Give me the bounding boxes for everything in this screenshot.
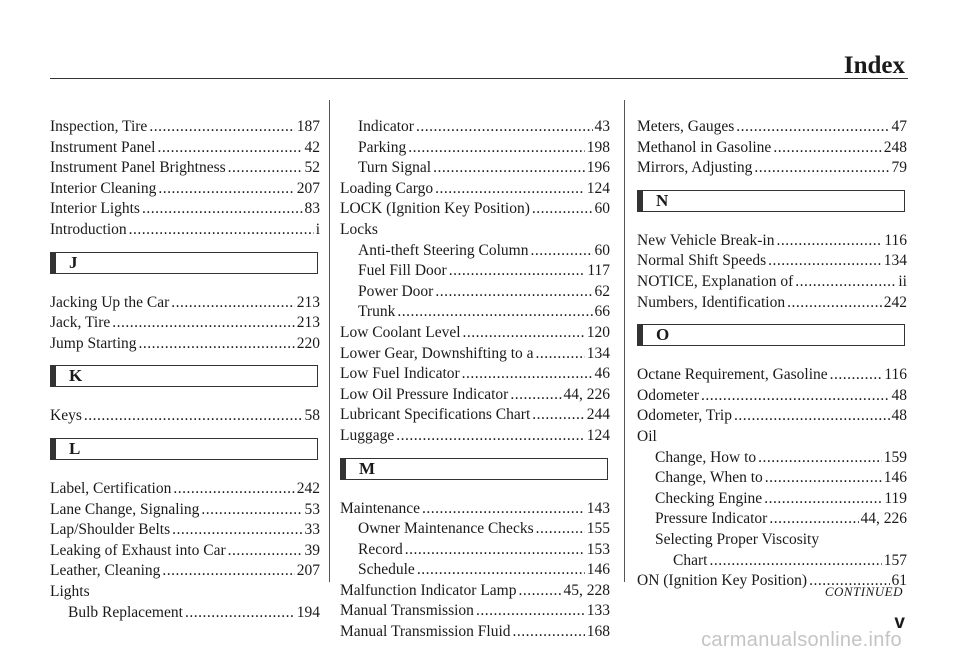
entry-label: Introduction xyxy=(50,220,127,238)
entry-label: Octane Requirement, Gasoline xyxy=(637,366,828,384)
entry-page: 117 xyxy=(587,262,610,280)
leader-dots xyxy=(463,323,585,344)
entry-label: Jacking Up the Car xyxy=(50,293,170,311)
leader-dots xyxy=(171,293,295,314)
entry-page: 116 xyxy=(884,231,907,249)
index-entry[interactable] xyxy=(50,541,320,562)
entry-label: Numbers, Identification xyxy=(637,293,786,311)
entry-label: Power Door xyxy=(358,282,434,300)
index-entry[interactable] xyxy=(637,468,907,489)
entry-page: 44, 226 xyxy=(563,385,610,403)
entry-page: 207 xyxy=(296,562,320,580)
leader-dots xyxy=(532,199,593,220)
entry-label: New Vehicle Break-in xyxy=(637,231,775,249)
entry-page: 83 xyxy=(304,200,320,218)
leader-dots xyxy=(228,541,303,562)
index-entry[interactable] xyxy=(50,500,320,521)
index-entry[interactable] xyxy=(637,251,907,272)
entry-page: 66 xyxy=(594,303,610,321)
index-entry[interactable] xyxy=(340,117,610,138)
entry-label: Jack, Tire xyxy=(50,314,111,332)
entry-page: 42 xyxy=(304,138,320,156)
index-entry[interactable] xyxy=(340,499,610,520)
index-entry[interactable] xyxy=(340,220,610,241)
entry-label: Interior Cleaning xyxy=(50,179,157,197)
entry-label: Lubricant Specifications Chart xyxy=(340,406,531,424)
entry-label: Odometer, Trip xyxy=(637,407,732,425)
entry-label: Normal Shift Speeds xyxy=(637,252,767,270)
leader-dots xyxy=(142,199,303,220)
index-entry[interactable] xyxy=(340,560,610,581)
entry-page: 52 xyxy=(304,159,320,177)
index-entry[interactable] xyxy=(637,489,907,510)
entry-label: Luggage xyxy=(340,426,395,444)
leader-dots xyxy=(422,499,585,520)
entry-label: Jump Starting xyxy=(50,334,137,352)
entry-page: 220 xyxy=(296,334,320,352)
leader-dots xyxy=(532,405,585,426)
index-entry[interactable] xyxy=(50,138,320,159)
index-entry[interactable] xyxy=(637,293,907,314)
entry-page: 198 xyxy=(586,138,610,156)
entry-page: 244 xyxy=(586,406,610,424)
leader-dots xyxy=(84,406,303,427)
entry-page: 53 xyxy=(304,500,320,518)
leader-dots xyxy=(701,386,890,407)
entry-label: Checking Engine xyxy=(655,489,763,507)
entry-label: Parking xyxy=(358,138,407,156)
entry-label: Change, How to xyxy=(655,448,757,466)
entry-label: Leaking of Exhaust into Car xyxy=(50,541,226,559)
entry-page: 146 xyxy=(586,561,610,579)
entry-page: 120 xyxy=(586,323,610,341)
entry-label: Instrument Panel Brightness xyxy=(50,159,226,177)
entry-page: 60 xyxy=(594,200,610,218)
index-entry[interactable] xyxy=(340,405,610,426)
index-entry[interactable] xyxy=(340,158,610,179)
section-letter-k: K xyxy=(50,365,318,387)
index-entry[interactable] xyxy=(50,406,320,427)
index-entry[interactable] xyxy=(50,199,320,220)
leader-dots xyxy=(139,334,295,355)
leader-dots xyxy=(768,251,882,272)
leader-dots xyxy=(408,138,585,159)
index-entry[interactable] xyxy=(50,117,320,138)
leader-dots xyxy=(709,551,881,572)
leader-dots xyxy=(201,500,302,521)
entry-label: Anti-theft Steering Column xyxy=(358,241,529,259)
entry-label: Maintenance xyxy=(340,499,421,517)
entry-page: 60 xyxy=(594,241,610,259)
entry-page: 33 xyxy=(304,521,320,539)
entry-page: 124 xyxy=(586,426,610,444)
entry-label: Fuel Fill Door xyxy=(358,262,447,280)
index-entry[interactable] xyxy=(50,582,320,603)
index-entry[interactable] xyxy=(50,479,320,500)
entry-page: 207 xyxy=(296,179,320,197)
entry-label: ON (Ignition Key Position) xyxy=(637,572,808,590)
entry-page: 213 xyxy=(296,293,320,311)
index-entry[interactable] xyxy=(50,520,320,541)
leader-dots xyxy=(129,220,314,241)
index-entry[interactable] xyxy=(340,323,610,344)
index-entry[interactable] xyxy=(637,530,907,551)
entry-label: Schedule xyxy=(358,561,415,579)
entry-page: 47 xyxy=(891,118,907,135)
entry-label: Manual Transmission Fluid xyxy=(340,623,511,641)
index-entry[interactable] xyxy=(637,138,907,159)
section-letter-n: N xyxy=(637,190,905,212)
entry-label: Methanol in Gasoline xyxy=(637,138,772,156)
entry-label: Inspection, Tire xyxy=(50,118,148,135)
entry-page: i xyxy=(315,220,320,238)
section-letter-l: L xyxy=(50,438,318,460)
entry-label: Lower Gear, Downshifting to a xyxy=(340,344,534,362)
entry-page: 194 xyxy=(296,603,320,621)
leader-dots xyxy=(736,117,889,138)
leader-dots xyxy=(476,601,585,622)
index-entry[interactable] xyxy=(340,601,610,622)
column-divider xyxy=(329,100,330,582)
entry-page: 187 xyxy=(296,118,320,135)
leader-dots xyxy=(530,241,592,262)
entry-page: 116 xyxy=(884,366,907,384)
entry-page: 43 xyxy=(594,118,610,135)
index-column-3 xyxy=(637,117,907,592)
leader-dots xyxy=(173,479,294,500)
entry-label: Manual Transmission xyxy=(340,602,474,620)
leader-dots xyxy=(776,231,882,252)
entry-page: 155 xyxy=(586,520,610,538)
leader-dots xyxy=(435,282,592,303)
leader-dots xyxy=(433,158,585,179)
leader-dots xyxy=(758,448,882,469)
index-column-1 xyxy=(50,117,320,623)
entry-label: Lane Change, Signaling xyxy=(50,500,200,518)
entry-page: 248 xyxy=(883,138,907,156)
entry-page: 153 xyxy=(586,540,610,558)
leader-dots xyxy=(185,603,295,624)
leader-dots xyxy=(435,179,585,200)
index-entry[interactable] xyxy=(340,302,610,323)
leader-dots xyxy=(787,293,882,314)
entry-label: Meters, Gauges xyxy=(637,118,735,135)
leader-dots xyxy=(513,622,585,643)
entry-label: Odometer xyxy=(637,386,699,404)
leader-dots xyxy=(795,272,896,293)
entry-label: Interior Lights xyxy=(50,200,140,218)
index-entry[interactable] xyxy=(340,519,610,540)
entry-page: 48 xyxy=(891,407,907,425)
entry-label: Low Oil Pressure Indicator xyxy=(340,385,509,403)
index-entry[interactable] xyxy=(50,561,320,582)
leader-dots xyxy=(149,117,294,138)
index-entry[interactable] xyxy=(340,581,610,602)
entry-label: Indicator xyxy=(358,118,414,135)
leader-dots xyxy=(396,426,585,447)
entry-page: 146 xyxy=(883,469,907,487)
leader-dots xyxy=(769,509,858,530)
leader-dots xyxy=(397,302,592,323)
entry-label: Bulb Replacement xyxy=(68,603,183,621)
leader-dots xyxy=(754,158,889,179)
index-entry[interactable] xyxy=(50,220,320,241)
leader-dots xyxy=(157,138,302,159)
entry-label: Change, When to xyxy=(655,469,763,487)
section-letter-m: M xyxy=(340,458,608,480)
leader-dots xyxy=(830,365,883,386)
entry-label: Selecting Proper Viscosity xyxy=(655,530,820,548)
leader-dots xyxy=(112,313,294,334)
index-column-2 xyxy=(340,117,610,643)
entry-label: Lap/Shoulder Belts xyxy=(50,521,171,539)
index-entry[interactable] xyxy=(340,282,610,303)
entry-page: 124 xyxy=(586,179,610,197)
entry-page: ii xyxy=(898,272,907,290)
entry-page: 48 xyxy=(891,386,907,404)
entry-label: Chart xyxy=(673,551,708,569)
watermark: carmanualsonline.info xyxy=(701,629,902,651)
index-entry[interactable] xyxy=(50,179,320,200)
entry-label: Mirrors, Adjusting xyxy=(637,159,753,177)
index-entry[interactable] xyxy=(637,406,907,427)
entry-page: 62 xyxy=(594,282,610,300)
entry-label: NOTICE, Explanation of xyxy=(637,272,794,290)
entry-label: Record xyxy=(358,540,403,558)
entry-page: 168 xyxy=(586,623,610,641)
entry-label: Label, Certification xyxy=(50,479,172,497)
entry-label: Pressure Indicator xyxy=(655,510,768,528)
page-number: v xyxy=(894,612,905,633)
leader-dots xyxy=(449,261,586,282)
entry-label: Trunk xyxy=(358,303,396,321)
index-entry[interactable] xyxy=(637,231,907,252)
leader-dots xyxy=(416,117,593,138)
entry-page: 196 xyxy=(586,159,610,177)
entry-page: 39 xyxy=(304,541,320,559)
leader-dots xyxy=(417,560,585,581)
entry-label: Locks xyxy=(340,220,378,238)
page-title: Index xyxy=(843,52,905,79)
entry-label: Keys xyxy=(50,407,82,425)
leader-dots xyxy=(405,540,585,561)
leader-dots xyxy=(228,158,303,179)
index-entry[interactable] xyxy=(50,334,320,355)
entry-page: 58 xyxy=(304,407,320,425)
index-entry[interactable] xyxy=(340,344,610,365)
index-entry[interactable] xyxy=(50,293,320,314)
entry-page: 79 xyxy=(891,159,907,177)
index-entry[interactable] xyxy=(340,426,610,447)
index-entry[interactable] xyxy=(340,179,610,200)
index-entry[interactable] xyxy=(637,551,907,572)
entry-label: Loading Cargo xyxy=(340,179,434,197)
leader-dots xyxy=(764,489,882,510)
column-divider xyxy=(624,100,625,582)
entry-page: 134 xyxy=(586,344,610,362)
index-entry[interactable] xyxy=(340,261,610,282)
index-entry[interactable] xyxy=(637,448,907,469)
entry-page: 242 xyxy=(296,479,320,497)
entry-label: Low Fuel Indicator xyxy=(340,365,460,383)
entry-page: 242 xyxy=(883,293,907,311)
index-entry[interactable] xyxy=(340,138,610,159)
index-entry[interactable] xyxy=(340,385,610,406)
leader-dots xyxy=(172,520,302,541)
index-entry[interactable] xyxy=(340,199,610,220)
index-entry[interactable] xyxy=(637,158,907,179)
index-entry[interactable] xyxy=(50,158,320,179)
leader-dots xyxy=(536,519,585,540)
entry-label: Instrument Panel xyxy=(50,138,156,156)
index-entry[interactable] xyxy=(637,365,907,386)
index-entry[interactable] xyxy=(637,427,907,448)
index-entry[interactable] xyxy=(637,509,907,530)
leader-dots xyxy=(536,344,585,365)
leader-dots xyxy=(162,561,294,582)
leader-dots xyxy=(734,406,890,427)
entry-page: 46 xyxy=(594,365,610,383)
index-entry[interactable] xyxy=(637,117,907,138)
index-entry[interactable] xyxy=(340,241,610,262)
entry-page: 133 xyxy=(586,602,610,620)
section-letter-o: O xyxy=(637,324,905,346)
entry-label: Low Coolant Level xyxy=(340,323,461,341)
entry-page: 61 xyxy=(891,572,907,590)
leader-dots xyxy=(765,468,882,489)
header-rule xyxy=(50,78,908,79)
index-entry[interactable] xyxy=(340,540,610,561)
entry-page: 157 xyxy=(883,551,907,569)
leader-dots xyxy=(773,138,881,159)
entry-page: 134 xyxy=(883,252,907,270)
entry-page: 143 xyxy=(586,499,610,517)
entry-page: 119 xyxy=(884,489,907,507)
entry-page: 159 xyxy=(883,448,907,466)
section-letter-j: J xyxy=(50,252,318,274)
leader-dots xyxy=(518,581,561,602)
continued-label: CONTINUED xyxy=(824,584,903,599)
entry-page: 213 xyxy=(296,314,320,332)
entry-label: Leather, Cleaning xyxy=(50,562,161,580)
index-entry[interactable] xyxy=(340,364,610,385)
entry-label: Oil xyxy=(637,427,657,445)
entry-label: Owner Maintenance Checks xyxy=(358,520,534,538)
entry-label: Malfunction Indicator Lamp xyxy=(340,581,517,599)
entry-page: 45, 228 xyxy=(563,581,610,599)
index-entry[interactable] xyxy=(637,272,907,293)
index-entry[interactable] xyxy=(50,313,320,334)
entry-page: 44, 226 xyxy=(860,510,907,528)
entry-label: LOCK (Ignition Key Position) xyxy=(340,200,530,218)
entry-label: Lights xyxy=(50,582,90,600)
index-entry[interactable] xyxy=(637,386,907,407)
entry-label: Turn Signal xyxy=(358,159,432,177)
leader-dots xyxy=(158,179,294,200)
index-entry[interactable] xyxy=(340,622,610,643)
index-entry[interactable] xyxy=(50,603,320,624)
leader-dots xyxy=(462,364,593,385)
leader-dots xyxy=(510,385,561,406)
